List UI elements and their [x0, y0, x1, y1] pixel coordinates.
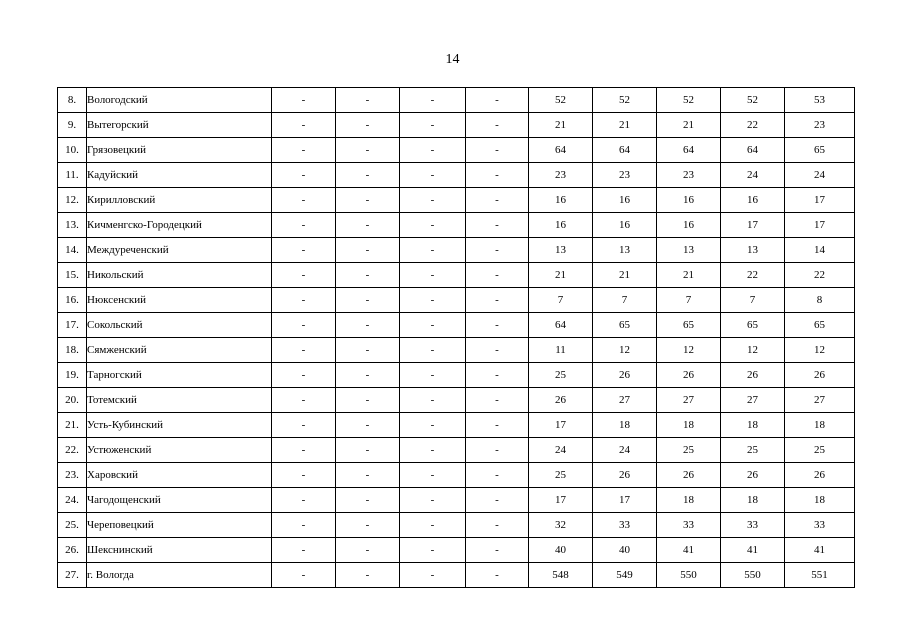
value-cell: 64	[721, 138, 785, 163]
value-cell: 21	[593, 263, 657, 288]
empty-value-cell: -	[466, 313, 529, 338]
row-number: 19.	[58, 363, 87, 388]
value-cell: 33	[657, 513, 721, 538]
empty-value-cell: -	[466, 538, 529, 563]
district-name: Кирилловский	[87, 188, 272, 213]
empty-value-cell: -	[466, 238, 529, 263]
row-number: 16.	[58, 288, 87, 313]
value-cell: 26	[657, 363, 721, 388]
empty-value-cell: -	[272, 438, 336, 463]
value-cell: 26	[785, 463, 855, 488]
value-cell: 12	[657, 338, 721, 363]
table-row	[58, 338, 855, 363]
empty-value-cell: -	[400, 488, 466, 513]
empty-value-cell: -	[400, 113, 466, 138]
value-cell: 33	[785, 513, 855, 538]
empty-value-cell: -	[272, 188, 336, 213]
district-name: Череповецкий	[87, 513, 272, 538]
value-cell: 17	[785, 188, 855, 213]
value-cell: 12	[785, 338, 855, 363]
district-name: Кадуйский	[87, 163, 272, 188]
value-cell: 21	[529, 263, 593, 288]
row-number: 20.	[58, 388, 87, 413]
empty-value-cell: -	[336, 313, 400, 338]
empty-value-cell: -	[400, 338, 466, 363]
district-name: Вологодский	[87, 88, 272, 113]
value-cell: 26	[593, 363, 657, 388]
value-cell: 41	[785, 538, 855, 563]
district-name: Вытегорский	[87, 113, 272, 138]
empty-value-cell: -	[400, 88, 466, 113]
value-cell: 549	[593, 563, 657, 588]
table-row	[58, 263, 855, 288]
empty-value-cell: -	[272, 563, 336, 588]
value-cell: 64	[657, 138, 721, 163]
value-cell: 7	[529, 288, 593, 313]
value-cell: 14	[785, 238, 855, 263]
value-cell: 17	[529, 413, 593, 438]
value-cell: 550	[721, 563, 785, 588]
table-row	[58, 363, 855, 388]
district-name: Тарногский	[87, 363, 272, 388]
empty-value-cell: -	[272, 213, 336, 238]
empty-value-cell: -	[466, 113, 529, 138]
row-number: 12.	[58, 188, 87, 213]
table-row	[58, 563, 855, 588]
district-name: Сямженский	[87, 338, 272, 363]
empty-value-cell: -	[336, 238, 400, 263]
value-cell: 27	[657, 388, 721, 413]
empty-value-cell: -	[400, 388, 466, 413]
value-cell: 16	[593, 188, 657, 213]
value-cell: 25	[785, 438, 855, 463]
district-name: Сокольский	[87, 313, 272, 338]
value-cell: 64	[593, 138, 657, 163]
empty-value-cell: -	[400, 513, 466, 538]
row-number: 27.	[58, 563, 87, 588]
value-cell: 21	[657, 263, 721, 288]
empty-value-cell: -	[336, 488, 400, 513]
value-cell: 13	[721, 238, 785, 263]
empty-value-cell: -	[400, 163, 466, 188]
empty-value-cell: -	[466, 138, 529, 163]
empty-value-cell: -	[272, 363, 336, 388]
empty-value-cell: -	[336, 363, 400, 388]
district-name: Тотемский	[87, 388, 272, 413]
value-cell: 18	[785, 413, 855, 438]
empty-value-cell: -	[272, 113, 336, 138]
value-cell: 551	[785, 563, 855, 588]
value-cell: 18	[785, 488, 855, 513]
empty-value-cell: -	[400, 463, 466, 488]
empty-value-cell: -	[400, 238, 466, 263]
value-cell: 16	[657, 188, 721, 213]
empty-value-cell: -	[400, 138, 466, 163]
value-cell: 24	[721, 163, 785, 188]
value-cell: 7	[657, 288, 721, 313]
row-number: 25.	[58, 513, 87, 538]
empty-value-cell: -	[272, 538, 336, 563]
table-row	[58, 213, 855, 238]
empty-value-cell: -	[400, 188, 466, 213]
value-cell: 26	[721, 363, 785, 388]
empty-value-cell: -	[272, 513, 336, 538]
empty-value-cell: -	[400, 563, 466, 588]
row-number: 10.	[58, 138, 87, 163]
empty-value-cell: -	[336, 263, 400, 288]
empty-value-cell: -	[466, 163, 529, 188]
value-cell: 18	[721, 413, 785, 438]
empty-value-cell: -	[466, 338, 529, 363]
value-cell: 24	[529, 438, 593, 463]
value-cell: 25	[529, 463, 593, 488]
empty-value-cell: -	[400, 438, 466, 463]
value-cell: 26	[721, 463, 785, 488]
table-row	[58, 288, 855, 313]
value-cell: 41	[657, 538, 721, 563]
value-cell: 7	[593, 288, 657, 313]
value-cell: 16	[593, 213, 657, 238]
value-cell: 52	[593, 88, 657, 113]
value-cell: 64	[529, 313, 593, 338]
value-cell: 65	[785, 313, 855, 338]
table-row	[58, 113, 855, 138]
value-cell: 16	[721, 188, 785, 213]
value-cell: 26	[529, 388, 593, 413]
table-row	[58, 88, 855, 113]
row-number: 17.	[58, 313, 87, 338]
value-cell: 64	[529, 138, 593, 163]
empty-value-cell: -	[272, 263, 336, 288]
district-name: Харовский	[87, 463, 272, 488]
empty-value-cell: -	[466, 213, 529, 238]
row-number: 15.	[58, 263, 87, 288]
empty-value-cell: -	[272, 488, 336, 513]
value-cell: 52	[529, 88, 593, 113]
table-row	[58, 488, 855, 513]
value-cell: 12	[721, 338, 785, 363]
value-cell: 25	[657, 438, 721, 463]
value-cell: 23	[785, 113, 855, 138]
district-name: Никольский	[87, 263, 272, 288]
table-row	[58, 538, 855, 563]
empty-value-cell: -	[400, 263, 466, 288]
district-name: Чагодощенский	[87, 488, 272, 513]
table-row	[58, 463, 855, 488]
value-cell: 53	[785, 88, 855, 113]
empty-value-cell: -	[336, 463, 400, 488]
empty-value-cell: -	[466, 438, 529, 463]
district-name: Нюксенский	[87, 288, 272, 313]
value-cell: 65	[721, 313, 785, 338]
empty-value-cell: -	[272, 413, 336, 438]
empty-value-cell: -	[336, 213, 400, 238]
district-table	[57, 87, 855, 588]
value-cell: 13	[657, 238, 721, 263]
row-number: 8.	[58, 88, 87, 113]
value-cell: 11	[529, 338, 593, 363]
district-name: Шекснинский	[87, 538, 272, 563]
value-cell: 25	[721, 438, 785, 463]
table-row	[58, 438, 855, 463]
value-cell: 52	[657, 88, 721, 113]
empty-value-cell: -	[400, 313, 466, 338]
empty-value-cell: -	[400, 538, 466, 563]
value-cell: 18	[593, 413, 657, 438]
empty-value-cell: -	[400, 363, 466, 388]
value-cell: 26	[785, 363, 855, 388]
value-cell: 18	[657, 488, 721, 513]
empty-value-cell: -	[336, 538, 400, 563]
value-cell: 548	[529, 563, 593, 588]
empty-value-cell: -	[336, 113, 400, 138]
value-cell: 18	[657, 413, 721, 438]
value-cell: 27	[721, 388, 785, 413]
table-row	[58, 413, 855, 438]
empty-value-cell: -	[400, 413, 466, 438]
value-cell: 7	[721, 288, 785, 313]
table-row	[58, 238, 855, 263]
empty-value-cell: -	[336, 413, 400, 438]
district-name: Междуреченский	[87, 238, 272, 263]
value-cell: 16	[529, 188, 593, 213]
district-name: Усть-Кубинский	[87, 413, 272, 438]
row-number: 24.	[58, 488, 87, 513]
empty-value-cell: -	[466, 563, 529, 588]
table-row	[58, 163, 855, 188]
empty-value-cell: -	[336, 563, 400, 588]
empty-value-cell: -	[272, 388, 336, 413]
table-row	[58, 513, 855, 538]
value-cell: 21	[529, 113, 593, 138]
value-cell: 18	[721, 488, 785, 513]
value-cell: 52	[721, 88, 785, 113]
row-number: 11.	[58, 163, 87, 188]
value-cell: 550	[657, 563, 721, 588]
district-name: Грязовецкий	[87, 138, 272, 163]
empty-value-cell: -	[272, 138, 336, 163]
empty-value-cell: -	[272, 163, 336, 188]
value-cell: 23	[593, 163, 657, 188]
value-cell: 26	[593, 463, 657, 488]
value-cell: 65	[593, 313, 657, 338]
page-number: 14	[445, 52, 460, 67]
row-number: 23.	[58, 463, 87, 488]
empty-value-cell: -	[272, 238, 336, 263]
value-cell: 23	[657, 163, 721, 188]
empty-value-cell: -	[466, 188, 529, 213]
value-cell: 32	[529, 513, 593, 538]
row-number: 22.	[58, 438, 87, 463]
value-cell: 40	[593, 538, 657, 563]
value-cell: 33	[593, 513, 657, 538]
empty-value-cell: -	[466, 363, 529, 388]
empty-value-cell: -	[336, 163, 400, 188]
district-name: г. Вологда	[87, 563, 272, 588]
value-cell: 22	[721, 113, 785, 138]
district-name: Устюженский	[87, 438, 272, 463]
empty-value-cell: -	[336, 513, 400, 538]
value-cell: 17	[785, 213, 855, 238]
table-row	[58, 188, 855, 213]
value-cell: 23	[529, 163, 593, 188]
value-cell: 13	[529, 238, 593, 263]
table-body	[58, 88, 855, 588]
value-cell: 12	[593, 338, 657, 363]
empty-value-cell: -	[466, 488, 529, 513]
table-row	[58, 388, 855, 413]
empty-value-cell: -	[400, 213, 466, 238]
empty-value-cell: -	[466, 463, 529, 488]
empty-value-cell: -	[466, 413, 529, 438]
value-cell: 65	[657, 313, 721, 338]
value-cell: 17	[721, 213, 785, 238]
value-cell: 17	[593, 488, 657, 513]
value-cell: 13	[593, 238, 657, 263]
empty-value-cell: -	[272, 313, 336, 338]
value-cell: 27	[593, 388, 657, 413]
row-number: 26.	[58, 538, 87, 563]
empty-value-cell: -	[336, 188, 400, 213]
table-row	[58, 138, 855, 163]
value-cell: 22	[721, 263, 785, 288]
value-cell: 26	[657, 463, 721, 488]
value-cell: 24	[593, 438, 657, 463]
district-name: Кичменгско-Городецкий	[87, 213, 272, 238]
empty-value-cell: -	[272, 338, 336, 363]
value-cell: 16	[657, 213, 721, 238]
value-cell: 22	[785, 263, 855, 288]
value-cell: 8	[785, 288, 855, 313]
empty-value-cell: -	[466, 388, 529, 413]
empty-value-cell: -	[336, 438, 400, 463]
value-cell: 21	[657, 113, 721, 138]
value-cell: 65	[785, 138, 855, 163]
empty-value-cell: -	[466, 513, 529, 538]
empty-value-cell: -	[466, 263, 529, 288]
value-cell: 17	[529, 488, 593, 513]
value-cell: 24	[785, 163, 855, 188]
empty-value-cell: -	[272, 88, 336, 113]
row-number: 18.	[58, 338, 87, 363]
empty-value-cell: -	[336, 138, 400, 163]
row-number: 9.	[58, 113, 87, 138]
value-cell: 41	[721, 538, 785, 563]
table-row	[58, 313, 855, 338]
row-number: 21.	[58, 413, 87, 438]
empty-value-cell: -	[336, 288, 400, 313]
row-number: 14.	[58, 238, 87, 263]
row-number: 13.	[58, 213, 87, 238]
empty-value-cell: -	[272, 288, 336, 313]
empty-value-cell: -	[466, 288, 529, 313]
value-cell: 21	[593, 113, 657, 138]
empty-value-cell: -	[336, 338, 400, 363]
value-cell: 25	[529, 363, 593, 388]
value-cell: 16	[529, 213, 593, 238]
empty-value-cell: -	[336, 388, 400, 413]
value-cell: 27	[785, 388, 855, 413]
empty-value-cell: -	[272, 463, 336, 488]
value-cell: 40	[529, 538, 593, 563]
empty-value-cell: -	[336, 88, 400, 113]
empty-value-cell: -	[400, 288, 466, 313]
empty-value-cell: -	[466, 88, 529, 113]
value-cell: 33	[721, 513, 785, 538]
